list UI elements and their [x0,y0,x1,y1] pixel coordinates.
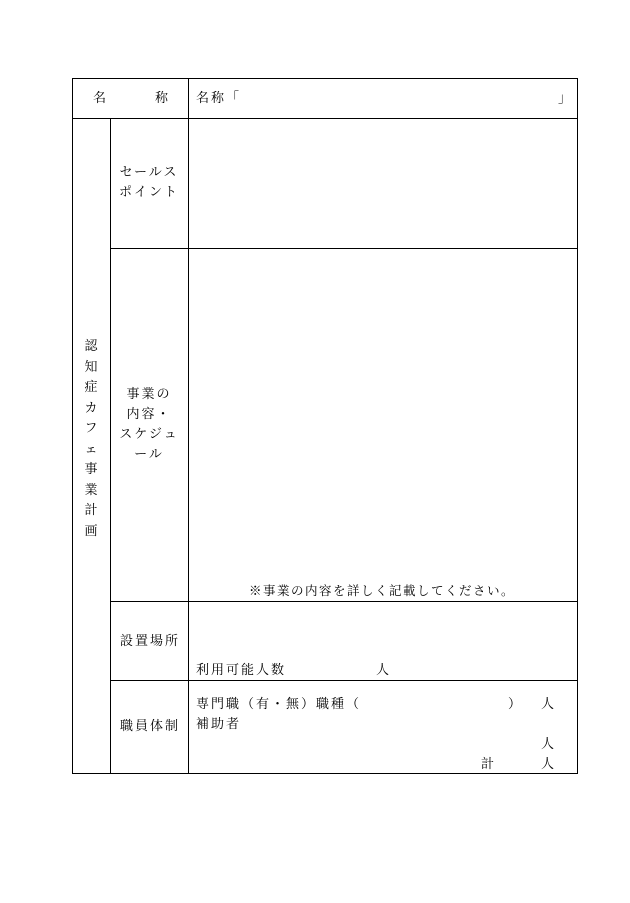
staff-label: 職員体制 [120,719,181,734]
staff-specialist-text: 専門職（有・無）職種（ [196,697,362,712]
location-field[interactable] [190,603,576,655]
capacity-unit: 人 [376,663,392,678]
table-border [577,78,578,774]
staff-assistant-label: 補助者 [196,717,242,732]
content-field[interactable] [190,250,576,575]
capacity-field[interactable] [290,660,372,678]
staff-total-unit: 人 [541,757,557,772]
table-border [72,78,73,774]
table-border [188,78,189,774]
name-suffix: 」 [558,91,574,106]
table-border [110,680,578,681]
table-border [110,601,578,602]
table-border [72,118,578,119]
table-border [72,78,578,79]
sales-point-label: セールス ポイント [118,165,179,200]
table-border [72,773,578,774]
plan-section-label: 認 知 症 カ フ ェ 事 業 計 画 [84,339,98,539]
staff-total-label: 計 [481,757,497,772]
table-border [110,248,578,249]
name-prefix: 名称「 [196,91,242,106]
capacity-label: 利用可能人数 [196,663,287,678]
content-label: 事業の 内容・ スケジュ ール [119,387,179,462]
location-label: 設置場所 [120,634,181,649]
name-field[interactable] [250,84,550,112]
staff-job-type-field[interactable] [362,694,504,712]
content-note: ※事業の内容を詳しく記載してください。 [249,583,516,598]
staff-specialist-close: ） [508,697,524,712]
staff-specialist-unit: 人 [541,697,557,712]
name-label-first: 名 [93,91,109,106]
sales-point-field[interactable] [190,120,576,247]
name-label-second: 称 [155,91,171,106]
staff-assistant-unit: 人 [541,737,557,752]
